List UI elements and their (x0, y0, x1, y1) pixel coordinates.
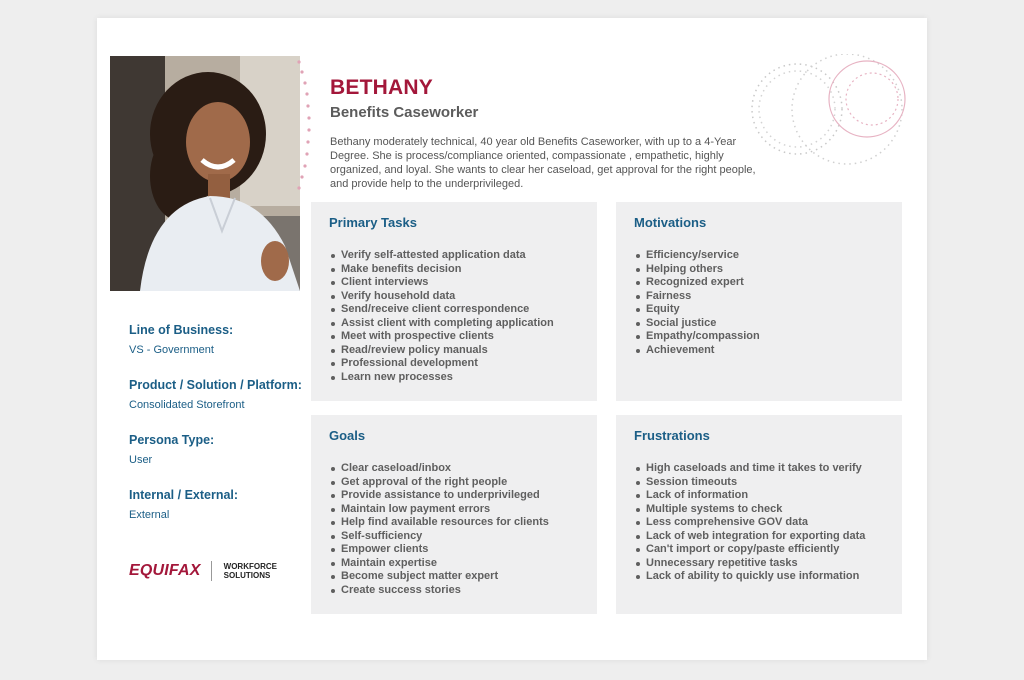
list-item: Learn new processes (329, 371, 579, 385)
list-item: Get approval of the right people (329, 476, 579, 490)
list-item: Verify household data (329, 290, 579, 304)
section-list (329, 462, 579, 597)
list-item: Maintain low payment errors (329, 503, 579, 517)
list-item: Lack of information (634, 489, 884, 503)
persona-bio: Bethany moderately technical, 40 year old Benefits Caseworker, with up to a 4-Year Degree. She is process/compliance oriented, compassionate , empathetic, highly organized, and loyal. She wants to clear her caseload, get approval for the right people, and provide help to the underprivileged. (330, 136, 756, 190)
section-list (634, 462, 884, 584)
list-item: Help find available resources for clients (329, 516, 579, 530)
section-title: Frustrations (634, 428, 710, 443)
meta-value: VS - Government (129, 344, 214, 356)
meta-value: Consolidated Storefront (129, 399, 245, 411)
section-list (329, 249, 579, 384)
logo-brand: EQUIFAX (129, 562, 201, 579)
list-item: Social justice (634, 317, 884, 331)
list-item: Make benefits decision (329, 263, 579, 277)
list-item: Clear caseload/inbox (329, 462, 579, 476)
logo-subtitle-line1: WORKFORCE (223, 562, 277, 571)
meta-persona-type (129, 433, 309, 488)
section-title: Motivations (634, 215, 707, 230)
list-item: Less comprehensive GOV data (634, 516, 884, 530)
equifax-logo (129, 561, 277, 581)
meta-label: Line of Business: (129, 323, 234, 337)
persona-card (97, 18, 927, 660)
list-item: Achievement (634, 344, 884, 358)
list-item: Self-sufficiency (329, 530, 579, 544)
persona-name: BETHANY (330, 76, 433, 99)
motivations-section (616, 202, 902, 401)
meta-value: User (129, 454, 153, 466)
list-item: Empathy/compassion (634, 330, 884, 344)
meta-internal-external (129, 488, 309, 543)
persona-role: Benefits Caseworker (330, 104, 479, 121)
persona-meta (129, 323, 309, 543)
list-item: Lack of web integration for exporting data (634, 530, 884, 544)
primary-tasks-section (311, 202, 597, 401)
logo-subtitle-line2: SOLUTIONS (223, 571, 271, 580)
list-item: Multiple systems to check (634, 503, 884, 517)
meta-label: Internal / External: (129, 488, 239, 502)
persona-photo (110, 56, 300, 291)
decorative-circles (747, 54, 917, 179)
meta-label: Product / Solution / Platform: (129, 378, 302, 392)
list-item: Create success stories (329, 584, 579, 598)
list-item: Provide assistance to underprivileged (329, 489, 579, 503)
section-title: Goals (329, 428, 366, 443)
section-list (634, 249, 884, 357)
list-item: Fairness (634, 290, 884, 304)
list-item: Read/review policy manuals (329, 344, 579, 358)
goals-section (311, 415, 597, 614)
list-item: Recognized expert (634, 276, 884, 290)
list-item: Efficiency/service (634, 249, 884, 263)
list-item: Professional development (329, 357, 579, 371)
logo-subtitle (224, 562, 277, 580)
meta-line-of-business (129, 323, 309, 378)
list-item: Send/receive client correspondence (329, 303, 579, 317)
list-item: Assist client with completing application (329, 317, 579, 331)
section-title: Primary Tasks (329, 215, 417, 230)
frustrations-section (616, 415, 902, 614)
list-item: Verify self-attested application data (329, 249, 579, 263)
decorative-dots (295, 56, 315, 196)
logo-divider (211, 561, 212, 581)
meta-label: Persona Type: (129, 433, 215, 447)
list-item: Helping others (634, 263, 884, 277)
list-item: High caseloads and time it takes to verify (634, 462, 884, 476)
meta-product (129, 378, 309, 433)
list-item: Become subject matter expert (329, 570, 579, 584)
list-item: Equity (634, 303, 884, 317)
meta-value: External (129, 509, 170, 521)
list-item: Session timeouts (634, 476, 884, 490)
list-item: Can't import or copy/paste efficiently (634, 543, 884, 557)
list-item: Meet with prospective clients (329, 330, 579, 344)
list-item: Unnecessary repetitive tasks (634, 557, 884, 571)
list-item: Lack of ability to quickly use information (634, 570, 884, 584)
list-item: Empower clients (329, 543, 579, 557)
list-item: Client interviews (329, 276, 579, 290)
list-item: Maintain expertise (329, 557, 579, 571)
